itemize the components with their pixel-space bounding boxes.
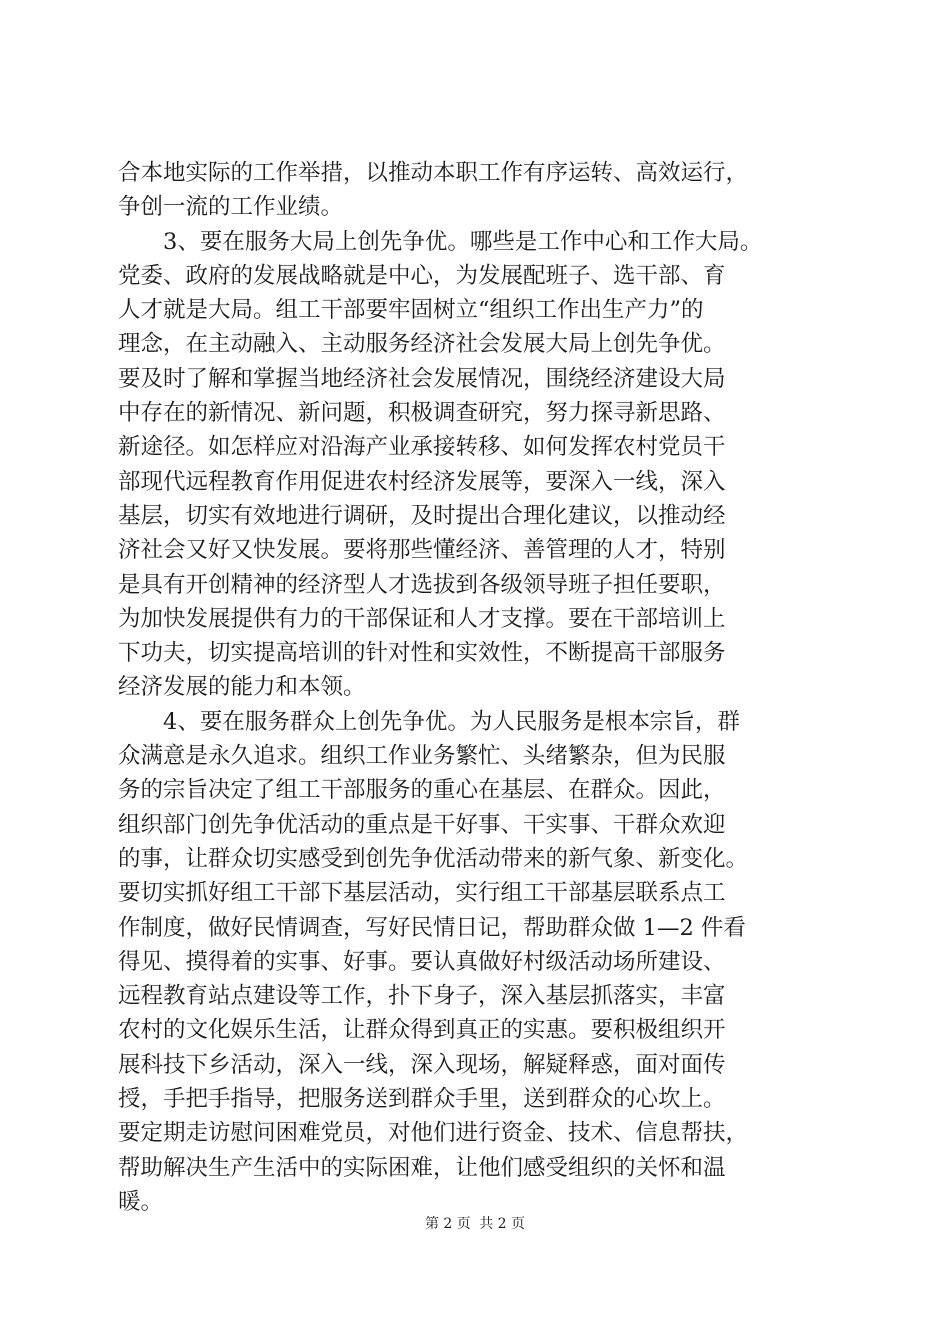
- page-total: 共 2 页: [479, 1216, 526, 1232]
- text-line: 4、要在服务群众上创先争优。为人民服务是根本宗旨，群: [163, 708, 740, 735]
- text-line: 济社会又好又快发展。要将那些懂经济、善管理的人才，特别: [118, 537, 726, 564]
- text-line: 展科技下乡活动，深入一线，深入现场，解疑释惑，面对面传: [118, 1051, 726, 1078]
- text-line: 是具有开创精神的经济型人才选拔到各级领导班子担任要职，: [118, 571, 726, 598]
- text-line: 党委、政府的发展战略就是中心，为发展配班子、选干部、育: [118, 262, 726, 289]
- text-line: 人才就是大局。组工干部要牢固树立“组织工作出生产力”的: [118, 297, 704, 324]
- text-line: 3、要在服务大局上创先争优。哪些是工作中心和工作大局。: [163, 228, 763, 255]
- text-line: 争创一流的工作业绩。: [118, 194, 344, 221]
- text-line: 下功夫，切实提高培训的针对性和实效性，不断提高干部服务: [118, 640, 726, 667]
- page-footer: [0, 1214, 950, 1234]
- text-line: 要定期走访慰问困难党员，对他们进行资金、技术、信息帮扶，: [118, 1120, 749, 1147]
- text-line: 基层，切实有效地进行调研，及时提出合理化建议，以推动经: [118, 502, 726, 529]
- text-line: 授，手把手指导，把服务送到群众手里，送到群众的心坎上。: [118, 1086, 726, 1113]
- text-line: 合本地实际的工作举措，以推动本职工作有序运转、高效运行，: [118, 160, 749, 186]
- text-line: 要及时了解和掌握当地经济社会发展情况，围绕经济建设大局: [118, 365, 726, 392]
- text-line: 暖。: [118, 1188, 164, 1215]
- text-line: 的事，让群众切实感受到创先争优活动带来的新气象、新变化。: [118, 845, 749, 872]
- text-line: 务的宗旨决定了组工干部服务的重心在基层、在群众。因此，: [118, 777, 726, 804]
- text-line: 中存在的新情况、新问题，积极调查研究，努力探寻新思路、: [118, 400, 726, 427]
- text-line: 众满意是永久追求。组织工作业务繁忙、头绪繁杂，但为民服: [118, 743, 726, 770]
- text-line: 理念，在主动融入、主动服务经济社会发展大局上创先争优。: [118, 331, 726, 358]
- text-line: 新途径。如怎样应对沿海产业承接转移、如何发挥农村党员干: [118, 434, 726, 461]
- page-number: 第 2 页: [424, 1216, 471, 1232]
- text-line: 帮助解决生产生活中的实际困难，让他们感受组织的关怀和温: [118, 1154, 726, 1181]
- text-line: 农村的文化娱乐生活，让群众得到真正的实惠。要积极组织开: [118, 1017, 726, 1044]
- text-line: 要切实抓好组工干部下基层活动，实行组工干部基层联系点工: [118, 880, 726, 907]
- text-line: 组织部门创先争优活动的重点是干好事、干实事、干群众欢迎: [118, 811, 726, 838]
- text-line: 为加快发展提供有力的干部保证和人才支撑。要在干部培训上: [118, 605, 726, 632]
- text-line: 作制度，做好民情调查，写好民情日记，帮助群众做 1—2 件看: [118, 914, 746, 941]
- text-line: 部现代远程教育作用促进农村经济发展等，要深入一线，深入: [118, 468, 726, 495]
- text-line: 远程教育站点建设等工作，扑下身子，深入基层抓落实，丰富: [118, 983, 726, 1010]
- document-body: [118, 156, 838, 1219]
- text-line: 得见、摸得着的实事、好事。要认真做好村级活动场所建设、: [118, 948, 726, 975]
- text-line: 经济发展的能力和本领。: [118, 674, 366, 701]
